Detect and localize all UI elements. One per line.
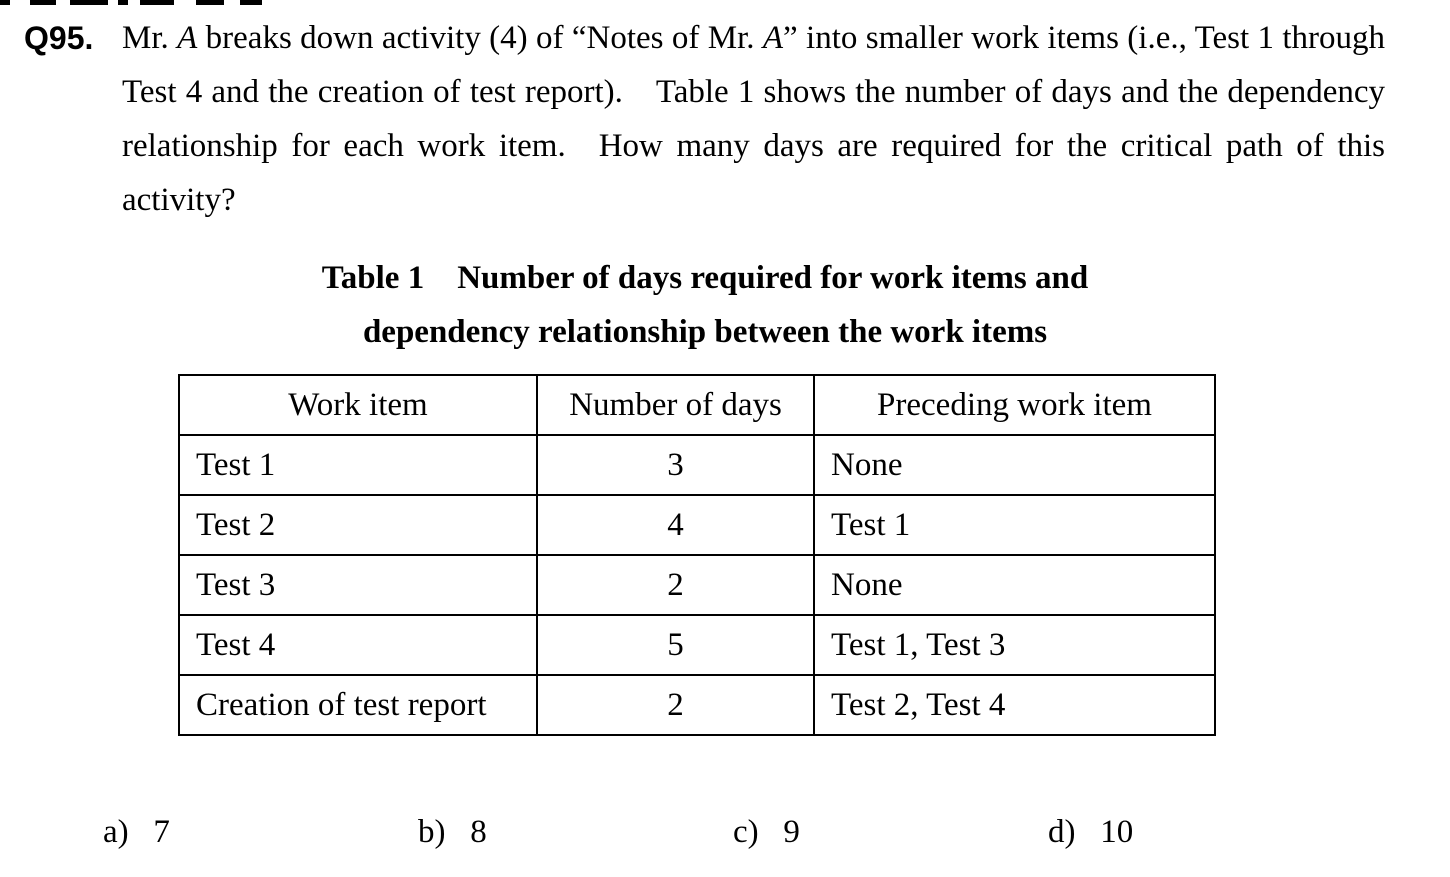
option-label: c) — [733, 814, 759, 850]
question-text-italic: A — [177, 20, 198, 56]
table-row — [179, 615, 1215, 675]
option-value: 7 — [153, 814, 170, 850]
question-text-part: ” into smaller work items (i.e., Test 1 through Test 4 and the creation of test report). Table 1 shows the number of days and the dependency relationship for each work item. How many days are required for the critical path of this activity? — [122, 20, 1385, 218]
option-d — [1048, 810, 1133, 854]
table-caption — [180, 251, 1230, 359]
option-value: 8 — [470, 814, 487, 850]
table-header-row — [179, 375, 1215, 435]
option-value: 9 — [783, 814, 800, 850]
cell-preceding: None — [814, 555, 1215, 615]
option-value: 10 — [1100, 814, 1134, 850]
question-text — [122, 11, 1385, 227]
cell-days: 3 — [537, 435, 814, 495]
cell-work-item: Test 4 — [179, 615, 537, 675]
header-work-item: Work item — [179, 375, 537, 435]
question-text-part: Mr. — [122, 20, 178, 56]
table-row — [179, 435, 1215, 495]
option-a — [103, 810, 170, 854]
cell-days: 5 — [537, 615, 814, 675]
table-row — [179, 495, 1215, 555]
option-label: a) — [103, 814, 129, 850]
table-row — [179, 675, 1215, 735]
cell-preceding: Test 2, Test 4 — [814, 675, 1215, 735]
cell-work-item: Test 3 — [179, 555, 537, 615]
option-label: d) — [1048, 814, 1076, 850]
option-label: b) — [418, 814, 446, 850]
cell-preceding: Test 1 — [814, 495, 1215, 555]
header-number-of-days: Number of days — [537, 375, 814, 435]
table-row — [179, 555, 1215, 615]
work-items-table — [178, 374, 1216, 736]
cell-work-item: Test 1 — [179, 435, 537, 495]
cropped-heading-fragment — [0, 0, 300, 6]
option-c — [733, 810, 800, 854]
cell-days: 4 — [537, 495, 814, 555]
question-number: Q95. — [24, 20, 94, 56]
table-caption-line-2: dependency relationship between the work items — [362, 314, 1048, 350]
cell-preceding: None — [814, 435, 1215, 495]
cell-days: 2 — [537, 675, 814, 735]
header-preceding-work-item: Preceding work item — [814, 375, 1215, 435]
question-text-italic: A — [762, 20, 784, 56]
cell-work-item: Test 2 — [179, 495, 537, 555]
question-text-part: breaks down activity (4) of “Notes of Mr. — [197, 20, 763, 56]
option-b — [418, 810, 487, 854]
table-caption-line-1: Table 1 Number of days required for work items and — [321, 260, 1089, 296]
cell-preceding: Test 1, Test 3 — [814, 615, 1215, 675]
cell-work-item: Creation of test report — [179, 675, 537, 735]
cell-days: 2 — [537, 555, 814, 615]
